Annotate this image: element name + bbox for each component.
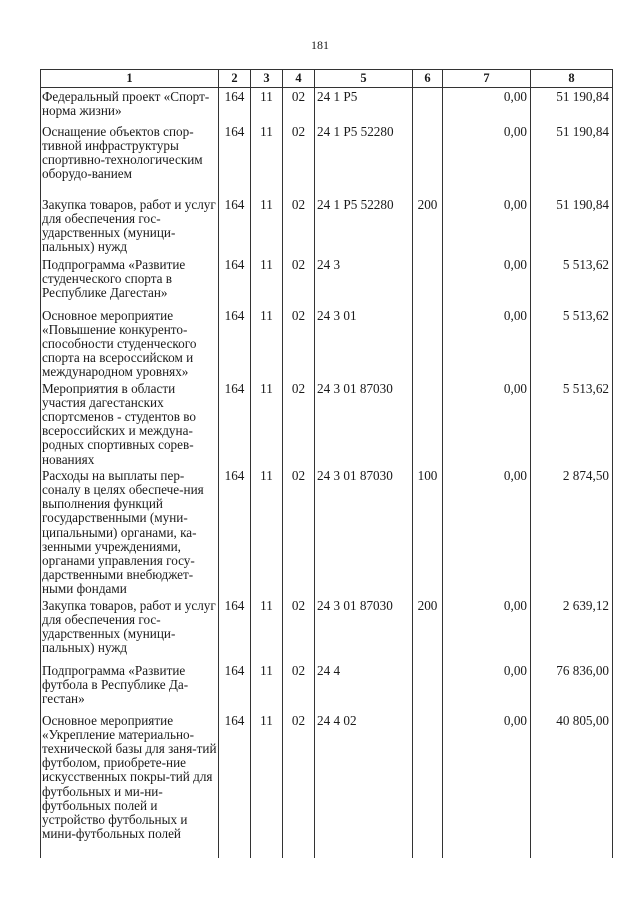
table-row [41, 196, 613, 256]
row-section: 11 [251, 256, 283, 307]
row-target-code: 24 4 [315, 662, 413, 712]
row-expense-type [413, 123, 443, 196]
table-row [41, 712, 613, 858]
row-target-code: 24 3 01 [315, 307, 413, 380]
row-name: Федеральный проект «Спорт-норма жизни» [41, 88, 219, 123]
row-ministry-code: 164 [219, 597, 251, 662]
row-subsection: 02 [283, 307, 315, 380]
row-subsection: 02 [283, 256, 315, 307]
row-subsection: 02 [283, 380, 315, 467]
row-ministry-code: 164 [219, 256, 251, 307]
row-amount-8: 5 513,62 [531, 256, 613, 307]
row-target-code: 24 3 01 87030 [315, 467, 413, 597]
table-row [41, 597, 613, 662]
table-row [41, 256, 613, 307]
table-row [41, 467, 613, 597]
row-amount-8: 5 513,62 [531, 307, 613, 380]
row-section: 11 [251, 307, 283, 380]
row-subsection: 02 [283, 467, 315, 597]
row-amount-7: 0,00 [443, 662, 531, 712]
row-ministry-code: 164 [219, 662, 251, 712]
row-amount-7: 0,00 [443, 712, 531, 858]
row-amount-7: 0,00 [443, 467, 531, 597]
row-target-code: 24 3 01 87030 [315, 597, 413, 662]
row-section: 11 [251, 123, 283, 196]
row-name: Закупка товаров, работ и услуг для обеспечения гос-ударственных (муници-пальных) нужд [41, 196, 219, 256]
row-target-code: 24 1 P5 52280 [315, 196, 413, 256]
row-target-code: 24 1 P5 [315, 88, 413, 123]
row-ministry-code: 164 [219, 307, 251, 380]
row-amount-8: 51 190,84 [531, 196, 613, 256]
row-amount-8: 2 639,12 [531, 597, 613, 662]
page-number: 181 [311, 38, 329, 52]
row-target-code: 24 4 02 [315, 712, 413, 858]
row-name: Закупка товаров, работ и услуг для обеспечения гос-ударственных (муници-пальных) нужд [41, 597, 219, 662]
header-col-4: 4 [283, 70, 315, 88]
table-row [41, 380, 613, 467]
row-amount-7: 0,00 [443, 307, 531, 380]
row-name: Основное мероприятие «Укрепление материально-технической базы для заня-тий футболом, приобрете-ние искусственных покры-тий для футбольных и ми-ни-футбольных полей и устройство футбольных и мини-футбольных полей [41, 712, 219, 858]
row-name: Мероприятия в области участия дагестанских спортсменов - студентов во всероссийских и междуна-родных спортивных сорев-нованиях [41, 380, 219, 467]
row-ministry-code: 164 [219, 467, 251, 597]
row-amount-7: 0,00 [443, 196, 531, 256]
row-subsection: 02 [283, 597, 315, 662]
row-ministry-code: 164 [219, 196, 251, 256]
header-col-6: 6 [413, 70, 443, 88]
row-section: 11 [251, 88, 283, 123]
table-row [41, 662, 613, 712]
header-col-3: 3 [251, 70, 283, 88]
header-col-2: 2 [219, 70, 251, 88]
header-col-7: 7 [443, 70, 531, 88]
row-expense-type [413, 256, 443, 307]
row-ministry-code: 164 [219, 123, 251, 196]
row-expense-type: 200 [413, 196, 443, 256]
row-section: 11 [251, 380, 283, 467]
row-expense-type: 200 [413, 597, 443, 662]
row-subsection: 02 [283, 662, 315, 712]
row-target-code: 24 3 [315, 256, 413, 307]
header-row [41, 70, 613, 88]
row-amount-8: 5 513,62 [531, 380, 613, 467]
table-row [41, 88, 613, 123]
row-ministry-code: 164 [219, 88, 251, 123]
row-subsection: 02 [283, 88, 315, 123]
row-amount-8: 40 805,00 [531, 712, 613, 858]
table-row [41, 123, 613, 196]
budget-table [40, 69, 613, 858]
row-target-code: 24 3 01 87030 [315, 380, 413, 467]
row-expense-type [413, 307, 443, 380]
header-col-8: 8 [531, 70, 613, 88]
row-subsection: 02 [283, 123, 315, 196]
row-name: Основное мероприятие «Повышение конкуренто-способности студенческого спорта на всероссийском и международном уровнях» [41, 307, 219, 380]
header-col-1: 1 [41, 70, 219, 88]
row-amount-7: 0,00 [443, 380, 531, 467]
row-section: 11 [251, 467, 283, 597]
row-amount-7: 0,00 [443, 88, 531, 123]
row-amount-7: 0,00 [443, 123, 531, 196]
row-section: 11 [251, 662, 283, 712]
row-name: Подпрограмма «Развитие студенческого спорта в Республике Дагестан» [41, 256, 219, 307]
row-amount-8: 51 190,84 [531, 123, 613, 196]
row-expense-type [413, 88, 443, 123]
row-amount-8: 2 874,50 [531, 467, 613, 597]
row-section: 11 [251, 196, 283, 256]
row-amount-7: 0,00 [443, 256, 531, 307]
row-amount-7: 0,00 [443, 597, 531, 662]
row-section: 11 [251, 712, 283, 858]
row-expense-type [413, 380, 443, 467]
row-subsection: 02 [283, 712, 315, 858]
row-name: Подпрограмма «Развитие футбола в Республике Да-гестан» [41, 662, 219, 712]
header-col-5: 5 [315, 70, 413, 88]
row-expense-type: 100 [413, 467, 443, 597]
row-amount-8: 76 836,00 [531, 662, 613, 712]
row-target-code: 24 1 P5 52280 [315, 123, 413, 196]
row-section: 11 [251, 597, 283, 662]
table-row [41, 307, 613, 380]
row-expense-type [413, 712, 443, 858]
row-ministry-code: 164 [219, 380, 251, 467]
row-ministry-code: 164 [219, 712, 251, 858]
row-name: Оснащение объектов спор-тивной инфраструктуры спортивно-технологическим оборудо-ванием [41, 123, 219, 196]
row-subsection: 02 [283, 196, 315, 256]
row-expense-type [413, 662, 443, 712]
row-amount-8: 51 190,84 [531, 88, 613, 123]
row-name: Расходы на выплаты пер-соналу в целях обеспече-ния выполнения функций государственными (муни-ципальными) органами, ка-зенными учреждениями, органами управления госу-дарственными внебюджет-ными фондами [41, 467, 219, 597]
